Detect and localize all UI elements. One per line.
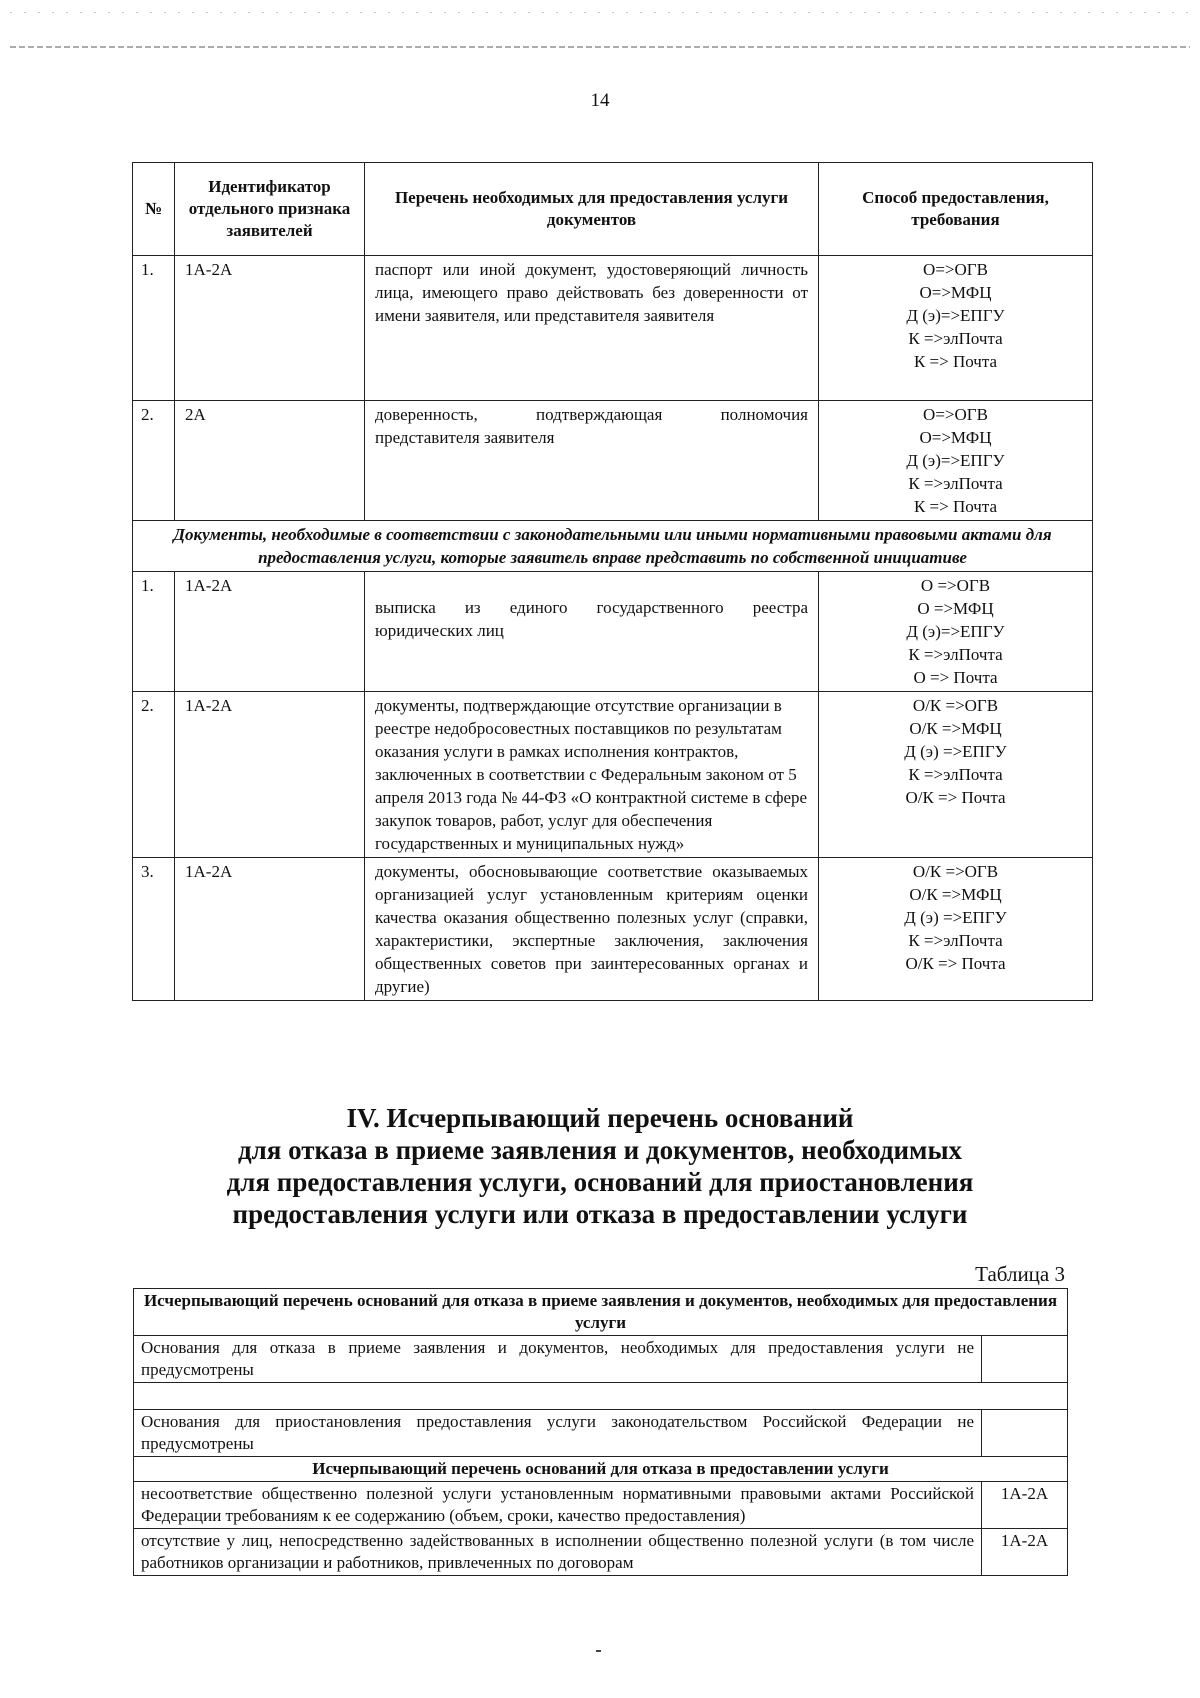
method-line: Д (э)=>ЕПГУ — [906, 451, 1005, 470]
table-row — [133, 572, 1093, 692]
method-line: О=>ОГВ — [923, 405, 988, 424]
row-num: 2. — [133, 401, 175, 521]
table3-header-2: Исчерпывающий перечень оснований для отказа в предоставлении услуги — [134, 1457, 1068, 1482]
method-line: О=>МФЦ — [919, 283, 992, 302]
header-method: Способ предоставления, требования — [819, 163, 1093, 256]
table-row — [134, 1410, 1068, 1457]
table-row — [133, 401, 1093, 521]
row-document: документы, обосновывающие соответствие оказываемых организацией услуг установленным критериям оценки качества оказания общественно полезных услуг (справки, характеристики, экспертные заключения, заключения общественных советов при заинтересованных органах и другие) — [365, 858, 819, 1001]
row-document-text: выписка из единого государственного реестра юридических лиц — [375, 598, 808, 640]
method-line: О =>МФЦ — [917, 599, 994, 618]
row-text: несоответствие общественно полезной услуги установленным нормативными правовыми актами Российской Федерации требованиям к ее содержанию (объем, сроки, качество предоставления) — [134, 1482, 982, 1529]
row-text: Основания для отказа в приеме заявления и документов, необходимых для предоставления услуги не предусмотрены — [134, 1336, 982, 1383]
method-line: О/К =>МФЦ — [909, 719, 1002, 738]
method-line: О/К =>ОГВ — [912, 862, 999, 881]
table3-header-1: Исчерпывающий перечень оснований для отказа в приеме заявления и документов, необходимых для предоставления услуги — [134, 1289, 1068, 1336]
table-row — [133, 858, 1093, 1001]
row-identifier: 1А-2А — [175, 692, 365, 858]
page-number: 14 — [590, 90, 610, 111]
row-num: 1. — [133, 572, 175, 692]
row-document: доверенность, подтверждающая полномочия представителя заявителя — [365, 401, 819, 521]
table-header-row — [133, 163, 1093, 256]
method-line: О/К => Почта — [905, 954, 1006, 973]
table-header-row — [134, 1457, 1068, 1482]
method-line: О/К =>ОГВ — [912, 696, 999, 715]
method-line: О =>ОГВ — [920, 576, 991, 595]
header-identifier: Идентификатор отдельного признака заявителей — [175, 163, 365, 256]
scan-artifact-line — [10, 46, 1190, 48]
scan-mark — [596, 1650, 601, 1652]
row-num: 1. — [133, 256, 175, 401]
table-row — [133, 256, 1093, 401]
row-num: 3. — [133, 858, 175, 1001]
table-header-row — [134, 1289, 1068, 1336]
row-methods — [819, 858, 1093, 1001]
method-line: О=>ОГВ — [923, 260, 988, 279]
method-line: К =>элПочта — [908, 645, 1003, 664]
row-methods — [819, 401, 1093, 521]
refusal-grounds-table — [133, 1288, 1068, 1576]
table-row — [133, 692, 1093, 858]
row-identifier: 1А-2А — [175, 256, 365, 401]
table-row — [134, 1482, 1068, 1529]
documents-table — [132, 162, 1093, 1001]
row-text — [134, 1383, 1068, 1410]
section-title — [0, 1102, 1200, 1230]
table-row — [134, 1529, 1068, 1576]
row-identifier: 1А-2А — [175, 858, 365, 1001]
method-line: К =>элПочта — [908, 474, 1003, 493]
method-line: К =>элПочта — [908, 329, 1003, 348]
section-note-row — [133, 521, 1093, 572]
row-num: 2. — [133, 692, 175, 858]
method-line: О => Почта — [913, 668, 998, 687]
method-line: О/К => Почта — [905, 788, 1006, 807]
row-code: 1А-2А — [982, 1529, 1068, 1576]
method-line: О/К =>МФЦ — [909, 885, 1002, 904]
row-code — [982, 1410, 1068, 1457]
header-documents: Перечень необходимых для предоставления услуги документов — [365, 163, 819, 256]
row-text: отсутствие у лиц, непосредственно задействованных в исполнении общественно полезной услуги (в том числе работников организации и работников, привлеченных по договорам — [134, 1529, 982, 1576]
row-identifier: 2А — [175, 401, 365, 521]
row-code — [982, 1336, 1068, 1383]
row-document: паспорт или иной документ, удостоверяющий личность лица, имеющего право действовать без доверенности от имени заявителя, или представителя заявителя — [365, 256, 819, 401]
method-line: К => Почта — [913, 497, 998, 516]
row-document: документы, подтверждающие отсутствие организации в реестре недобросовестных поставщиков по результатам оказания услуги в рамках исполнения контрактов, заключенных в соответствии с Федеральным законом от 5 апреля 2013 года № 44-ФЗ «О контрактной системе в сфере закупок товаров, работ, услуг для обеспечения государственных и муниципальных нужд» — [365, 692, 819, 858]
table-row — [134, 1336, 1068, 1383]
section-title-line: IV. Исчерпывающий перечень оснований — [346, 1103, 854, 1133]
row-methods — [819, 572, 1093, 692]
row-text: Основания для приостановления предоставления услуги законодательством Российской Федерации не предусмотрены — [134, 1410, 982, 1457]
row-code: 1А-2А — [982, 1482, 1068, 1529]
row-methods — [819, 256, 1093, 401]
row-identifier: 1А-2А — [175, 572, 365, 692]
header-num: № — [133, 163, 175, 256]
scan-artifact-top — [10, 12, 1190, 13]
method-line: К => Почта — [913, 352, 998, 371]
section-note: Документы, необходимые в соответствии с законодательными или иными нормативными правовыми актами для предоставления услуги, которые заявитель вправе представить по собственной инициативе — [133, 521, 1093, 572]
method-line: О=>МФЦ — [919, 428, 992, 447]
method-line: Д (э) =>ЕПГУ — [904, 742, 1007, 761]
section-title-line: для предоставления услуги, оснований для приостановления — [226, 1167, 974, 1197]
method-line: Д (э) =>ЕПГУ — [904, 908, 1007, 927]
method-line: К =>элПочта — [908, 765, 1003, 784]
method-line: Д (э)=>ЕПГУ — [906, 622, 1005, 641]
table-caption: Таблица 3 — [975, 1262, 1065, 1286]
method-line: Д (э)=>ЕПГУ — [906, 306, 1005, 325]
section-title-line: для отказа в приеме заявления и документов, необходимых — [237, 1135, 963, 1165]
row-methods — [819, 692, 1093, 858]
method-line: К =>элПочта — [908, 931, 1003, 950]
row-document — [365, 572, 819, 692]
section-title-line: предоставления услуги или отказа в предоставлении услуги — [232, 1199, 968, 1229]
table-row — [134, 1383, 1068, 1410]
